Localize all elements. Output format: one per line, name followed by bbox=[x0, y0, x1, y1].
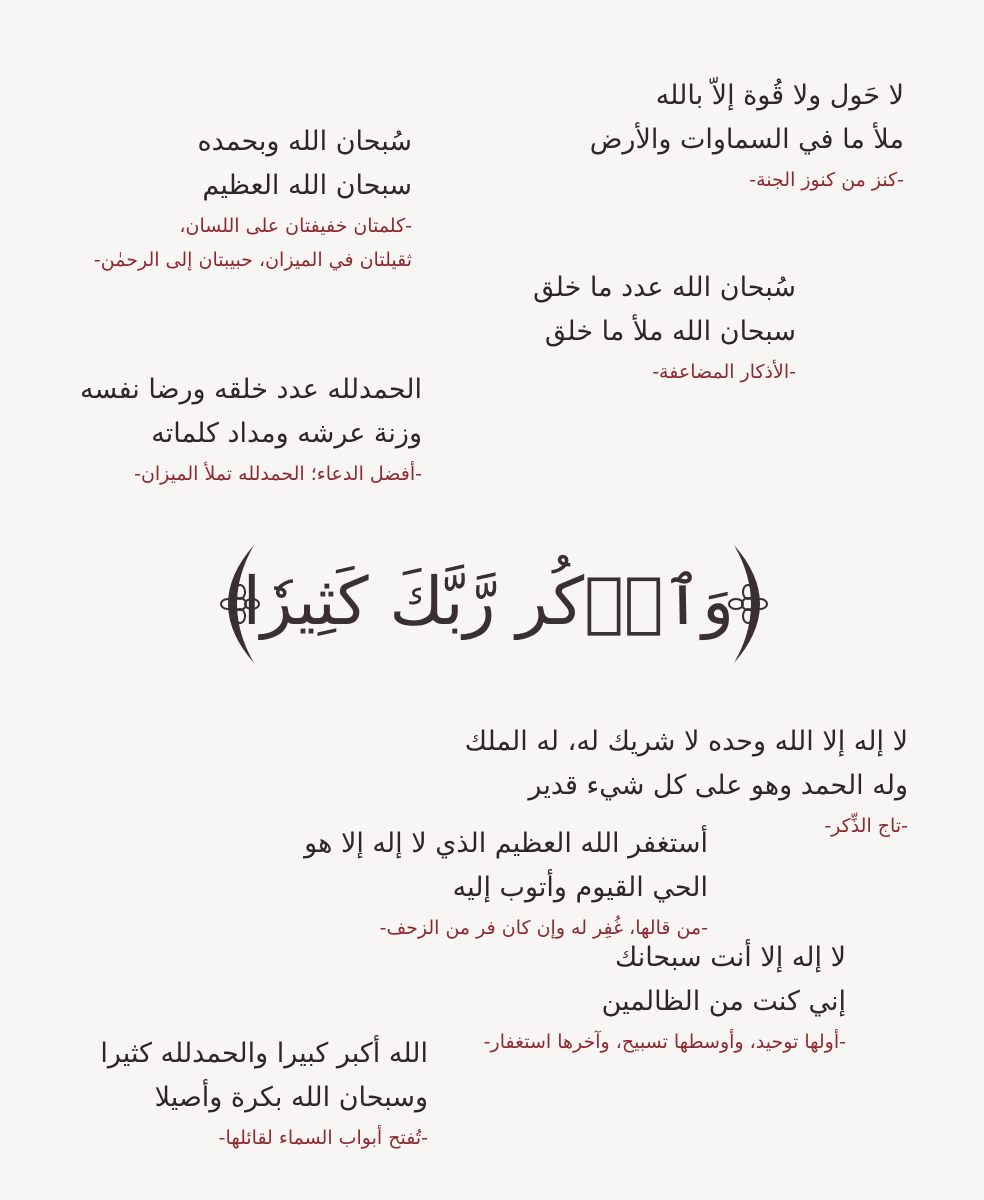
dhikr-block-subhan-adad bbox=[533, 266, 796, 388]
verse-text: وَٱذۡكُر رَّبَّكَ كَثِيرٗا bbox=[242, 563, 734, 640]
dhikr-line: لا إله إلا الله وحده لا شريك له، له الملك bbox=[464, 726, 908, 757]
dhikr-line: وله الحمد وهو على كل شيء قدير bbox=[528, 770, 908, 801]
dhikr-block-istighfar bbox=[304, 822, 708, 944]
dhikr-line: الحمدلله عدد خلقه ورضا نفسه bbox=[80, 374, 422, 405]
dhikr-line: الله أكبر كبيرا والحمدلله كثيرا bbox=[100, 1038, 428, 1069]
dhikr-block-takbir bbox=[100, 1032, 428, 1154]
dhikr-block-hawqala bbox=[590, 74, 904, 196]
dhikr-note: ثقيلتان في الميزان، حبيبتان إلى الرحمٰن- bbox=[93, 249, 412, 271]
dhikr-line: سُبحان الله وبحمده bbox=[197, 126, 412, 157]
dhikr-line: الحي القيوم وأتوب إليه bbox=[452, 872, 708, 903]
dhikr-line: أستغفر الله العظيم الذي لا إله إلا هو bbox=[304, 828, 708, 859]
dhikr-note: -تاج الذِّكر- bbox=[824, 815, 908, 837]
dhikr-line: لا إله إلا أنت سبحانك bbox=[614, 942, 846, 973]
quran-verse-title bbox=[194, 539, 794, 669]
dhikr-note: -من قالها، غُفِر له وإن كان فر من الزحف- bbox=[379, 917, 708, 939]
dhikr-line: وزنة عرشه ومداد كلماته bbox=[151, 418, 422, 449]
dhikr-block-yunus bbox=[484, 936, 846, 1058]
dhikr-line: لا حَول ولا قُوة إلاّ بالله bbox=[655, 80, 904, 111]
dhikr-block-hamd-adad bbox=[80, 368, 422, 490]
dhikr-line: سبحان الله ملأ ما خلق bbox=[544, 316, 796, 347]
page-card bbox=[4, 4, 978, 1194]
dhikr-line: وسبحان الله بكرة وأصيلا bbox=[154, 1082, 428, 1113]
dhikr-line: سُبحان الله عدد ما خلق bbox=[533, 272, 796, 303]
dhikr-note: -الأذكار المضاعفة- bbox=[652, 361, 796, 383]
crescent-flower-ornament-icon bbox=[724, 539, 794, 669]
dhikr-note: -كلمتان خفيفتان على اللسان، bbox=[179, 215, 412, 237]
dhikr-note: -أولها توحيد، وأوسطها تسبيح، وآخرها استغفار- bbox=[483, 1031, 846, 1053]
dhikr-note: -أفضل الدعاء؛ الحمدلله تملأ الميزان- bbox=[134, 463, 422, 485]
dhikr-note: -كنز من كنوز الجنة- bbox=[749, 169, 904, 191]
dhikr-block-subhan-bihamdih bbox=[94, 120, 412, 276]
dhikr-note: -تُفتح أبواب السماء لقائلها- bbox=[218, 1127, 428, 1149]
dhikr-line: إني كنت من الظالمين bbox=[601, 986, 846, 1017]
dhikr-line: سبحان الله العظيم bbox=[202, 170, 412, 201]
dhikr-line: ملأ ما في السماوات والأرض bbox=[589, 124, 904, 155]
